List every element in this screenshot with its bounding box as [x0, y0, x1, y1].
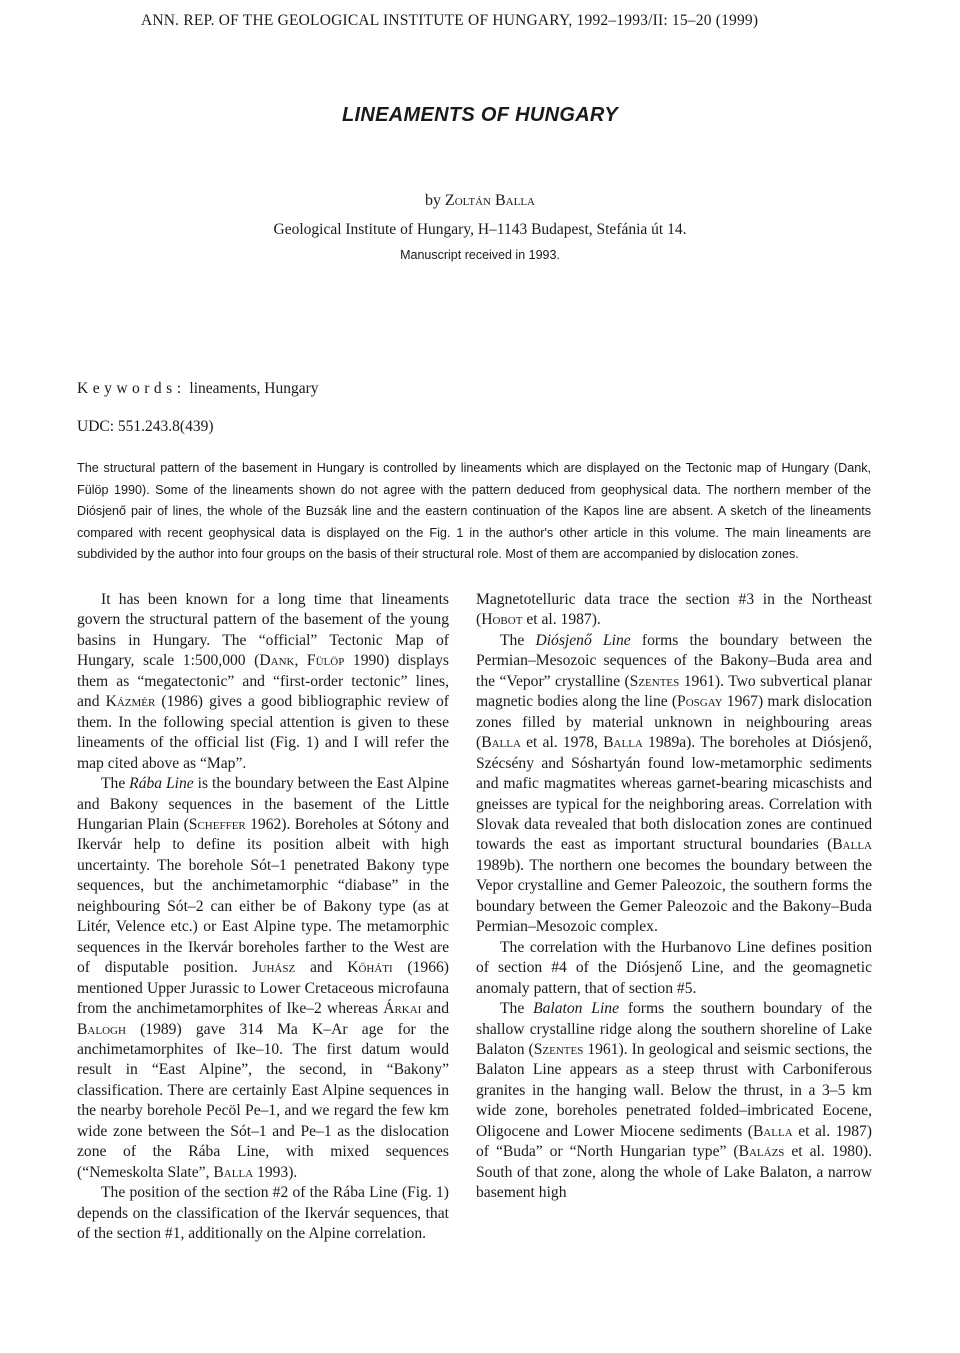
body-paragraph: The Balaton Line forms the southern boundary of the shallow crystalline ridge along the southern shoreline of Lake Balaton (Szentes 1961). In geological and seismic sections, the Balaton Line appears as a steep thrust with Carboniferous granites in the hanging wall. Below the thrust, in a 3–5 km wide zone, boreholes penetrated folded–imbricated Eocene, Oligocene and Lower Miocene sediments (Balla et al. 1987) of “Buda” or “North Hungarian type” (Balázs et al. 1980). South of that zone, along the whole of Lake Balaton, a narrow basement high	[476, 1000, 873, 1202]
body-column-left	[77, 590, 449, 1245]
byline	[0, 192, 960, 210]
keywords-label: Keywords:	[77, 380, 186, 397]
body-column-right	[476, 590, 872, 1204]
running-head: ANN. REP. OF THE GEOLOGICAL INSTITUTE OF HUNGARY, 1992–1993/II: 15–20 (1999)	[141, 12, 759, 29]
body-paragraph: It has been known for a long time that lineaments govern the structural pattern of the basement of the young basins in Hungary. The “official” Tectonic Map of Hungary, scale 1:500,000 (Dank, Fülöp 1990) displays them as “megatectonic” and “first-order tectonic” lines, and Kázmér (1986) gives a good bibliographic review of them. In the following special attention is given to these lineaments of the official list (Fig. 1) and I will refer the map cited above as “Map”.	[77, 591, 449, 772]
author-name: Zoltán Balla	[444, 192, 536, 209]
byline-prefix: by	[424, 192, 441, 209]
received-note: Manuscript received in 1993.	[400, 248, 560, 262]
body-paragraph: The Diósjenő Line forms the boundary between the Permian–Mesozoic sequences of the Bakony–Buda area and the “Vepor” crystalline (Szentes 1961). Two subvertical planar magnetic bodies along the line (Posgay 1967) mark dislocation zones filled by material unknown in neighbouring areas (Balla et al. 1978, Balla 1989a). The boreholes at Diósjenő, Szécsény and Sóshartyán found low-metamorphic sediments and mafic magmatites whereas garnet-bearing micaschists and gneisses are typical for the neighboring areas. Correlation with Slovak data revealed that both dislocation zones are continued towards the east as important structural boundaries (Balla 1989b). The northern one becomes the boundary between the Vepor crystalline and Gemer Paleozoic, the southern forms the boundary between the Gemer Paleozoic and the Bakony–Buda Permian–Mesozoic complex.	[476, 631, 872, 936]
udc-code: UDC: 551.243.8(439)	[77, 418, 214, 435]
body-paragraph: The correlation with the Hurbanovo Line defines position of section #4 of the Diósjenő Line, and the geomagnetic anomaly pattern, that of section #5.	[476, 938, 872, 997]
abstract: The structural pattern of the basement in Hungary is controlled by lineaments which are displayed on the Tectonic map of Hungary (Dank, Fülöp 1990). Some of the lineaments shown do not agree with the pattern deduced from geophysical data. The northern member of the Diósjenő pair of lines, the whole of the Buzsák line and the eastern continuation of the Kapos line are absent. A sketch of the lineaments compared with recent geophysical data is displayed on the Fig. 1 in the author's other article in this volume. The main lineaments are subdivided by the author into four groups on the basis of their structural role. Most of them are accompanied by dislocation zones.	[77, 461, 871, 561]
keywords-line	[77, 380, 319, 398]
body-paragraph: Magnetotelluric data trace the section #3 in the Northeast (Hobot et al. 1987).	[476, 591, 872, 629]
affiliation: Geological Institute of Hungary, H–1143 Budapest, Stefánia út 14.	[273, 221, 687, 238]
paper-title: LINEAMENTS OF HUNGARY	[342, 104, 618, 126]
keywords-value: lineaments, Hungary	[189, 380, 319, 397]
body-paragraph: The position of the section #2 of the Rába Line (Fig. 1) depends on the classification of the Ikervár sequences, that of the section #1, additionally on the Alpine correlation.	[77, 1184, 449, 1243]
body-paragraph: The Rába Line is the boundary between the East Alpine and Bakony sequences in the basement of the Little Hungarian Plain (Scheffer 1962). Boreholes at Sótony and Ikervár help to define its position albeit with high uncertainty. The borehole Sót–1 penetrated Bakony type sequences, but the anchimetamorphic “diabase” in the neighbouring Sót–2 can either be of Bakony type (as at Litér, Velence etc.) or East Alpine type. The metamorphic sequences in the Ikervár boreholes farther to the West are of disputable position. Juhász and Kőháti (1966) mentioned Upper Jurassic to Lower Cretaceous microfauna from the anchimetamorphites of Ike–2 whereas Árkai and Balogh (1989) gave 314 Ma K–Ar age for the anchimetamorphites of Ike–10. The first datum would result in “East Alpine”, the second, in “Bakony” classification. There are certainly East Alpine sequences in the nearby borehole Pecöl Pe–1, and we regard the few km wide zone between the Sót–1 and Pe–1 as the dislocation zone of the Rába Line, with mixed sequences (“Nemeskolta Slate”, Balla 1993).	[77, 775, 449, 1181]
